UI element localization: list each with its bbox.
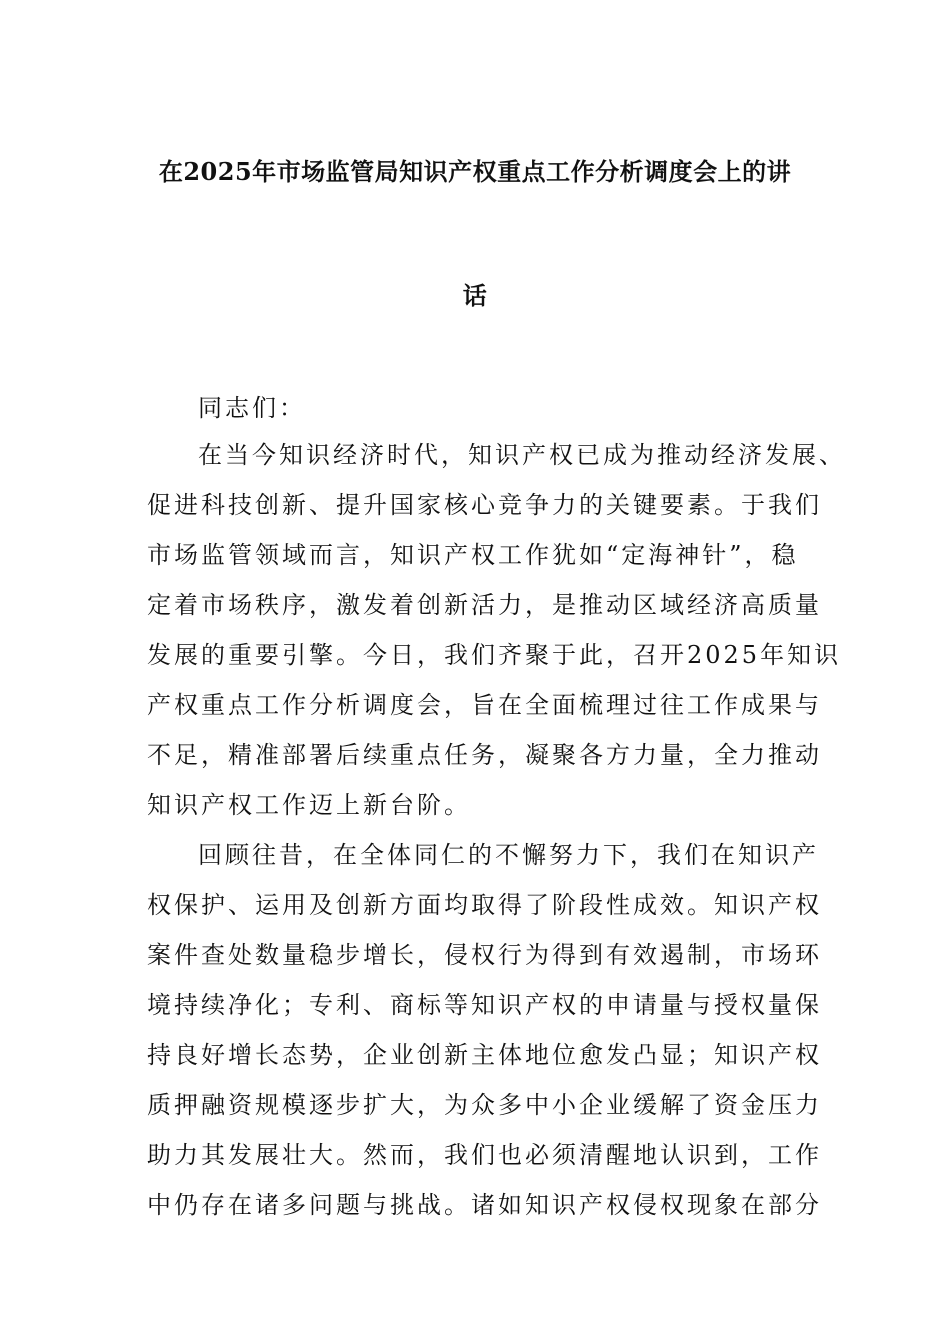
document-title-line-2: 话 <box>462 281 488 310</box>
paragraph-1-line-4: 定着市场秩序，激发着创新活力，是推动区域经济高质量 <box>147 591 822 619</box>
paragraph-2-line-4: 境持续净化；专利、商标等知识产权的申请量与授权量保 <box>147 991 822 1019</box>
paragraph-2-line-6: 质押融资规模逐步扩大，为众多中小企业缓解了资金压力 <box>147 1091 822 1119</box>
paragraph-1-line-6: 产权重点工作分析调度会，旨在全面梳理过往工作成果与 <box>147 691 822 719</box>
paragraph-1-line-3: 市场监管领域而言，知识产权工作犹如“定海神针”，稳 <box>147 541 799 569</box>
paragraph-1-line-2: 促进科技创新、提升国家核心竞争力的关键要素。于我们 <box>147 491 822 519</box>
paragraph-2-line-8: 中仍存在诸多问题与挑战。诸如知识产权侵权现象在部分 <box>147 1191 822 1219</box>
salutation: 同志们： <box>198 394 306 422</box>
paragraph-2-line-5: 持良好增长态势，企业创新主体地位愈发凸显；知识产权 <box>147 1041 822 1069</box>
paragraph-2-line-1: 回顾往昔，在全体同仁的不懈努力下，我们在知识产 <box>198 841 819 869</box>
paragraph-2-line-7: 助力其发展壮大。然而，我们也必须清醒地认识到，工作 <box>147 1141 822 1169</box>
paragraph-2-line-2: 权保护、运用及创新方面均取得了阶段性成效。知识产权 <box>147 891 822 919</box>
paragraph-1-line-1: 在当今知识经济时代，知识产权已成为推动经济发展、 <box>198 441 846 469</box>
paragraph-1-line-8: 知识产权工作迈上新台阶。 <box>147 791 471 819</box>
document-title-line-1: 在2025年市场监管局知识产权重点工作分析调度会上的讲 <box>158 157 792 186</box>
paragraph-2-line-3: 案件查处数量稳步增长，侵权行为得到有效遏制，市场环 <box>147 941 822 969</box>
paragraph-1-line-7: 不足，精准部署后续重点任务，凝聚各方力量，全力推动 <box>147 741 822 769</box>
paragraph-1-line-5: 发展的重要引擎。今日，我们齐聚于此，召开2025年知识 <box>147 641 842 669</box>
